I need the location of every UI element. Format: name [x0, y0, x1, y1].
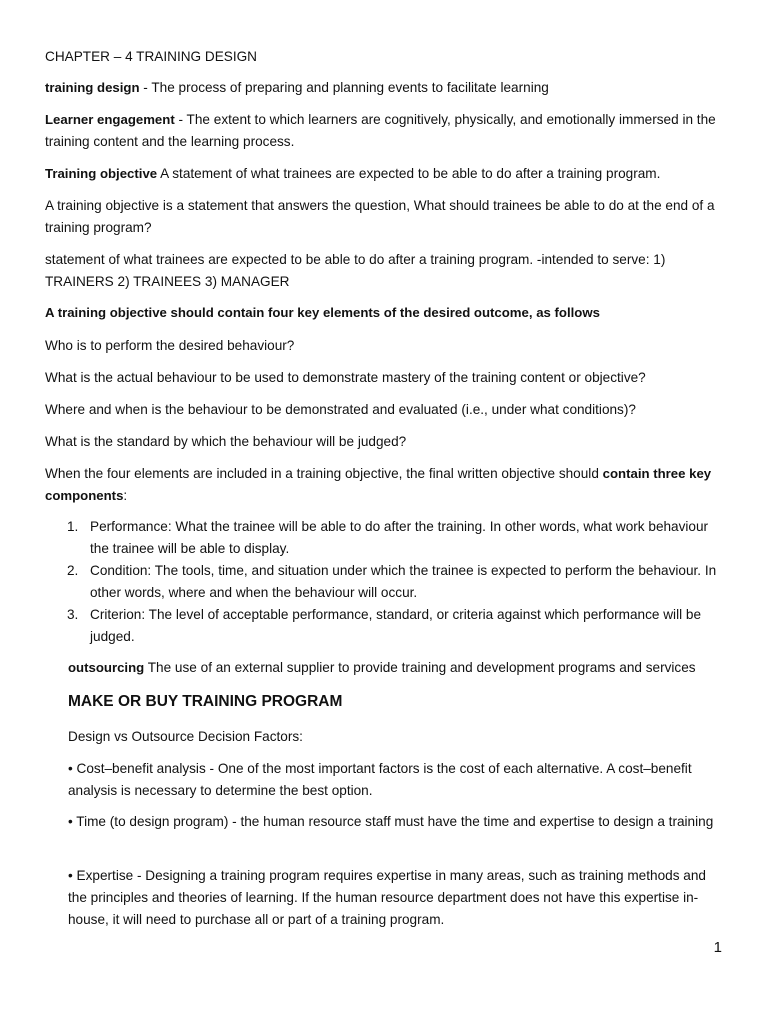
- training-objective-definition: [45, 163, 727, 185]
- list-number: 2.: [67, 563, 79, 578]
- factor-item: • Time (to design program) - the human resource staff must have the time and expertise to design a training: [68, 814, 714, 829]
- intended-to-serve-paragraph: statement of what trainees are expected to be able to do after a training program. -intended to serve: 1) TRAINERS 2) TRAINEES 3) MANAGER: [45, 252, 666, 289]
- question-item: Who is to perform the desired behaviour?: [45, 338, 295, 353]
- components-intro: [45, 463, 727, 507]
- objective-question-paragraph: A training objective is a statement that answers the question, What should trainees be able to do at the end of a training program?: [45, 198, 715, 235]
- question-item: What is the actual behaviour to be used to demonstrate mastery of the training content or objective?: [45, 370, 646, 385]
- definition-outsourcing: The use of an external supplier to provide training and development programs and services: [144, 660, 696, 675]
- page-number: 1: [713, 939, 722, 956]
- question-item: What is the standard by which the behaviour will be judged?: [45, 434, 407, 449]
- decision-factors-label: Design vs Outsource Decision Factors:: [68, 729, 303, 744]
- training-design-definition: [45, 77, 727, 99]
- components-list: [45, 516, 727, 648]
- chapter-title: CHAPTER – 4 TRAINING DESIGN: [45, 49, 258, 64]
- definition-training-objective: A statement of what trainees are expected to be able to do after a training program.: [157, 166, 661, 181]
- list-item: [45, 604, 727, 648]
- outsourcing-definition: [68, 657, 727, 679]
- term-training-design: training design: [45, 80, 140, 95]
- list-item-text: Criterion: The level of acceptable performance, standard, or criteria against which performance will be judged.: [90, 607, 702, 644]
- definition-learner-engagement: - The extent to which learners are cognitively, physically, and emotionally immersed in the training content and the learning process.: [45, 112, 716, 149]
- term-training-objective: Training objective: [45, 166, 158, 181]
- list-item-text: Performance: What the trainee will be able to do after the training. In other words, what work behaviour the trainee will be able to display.: [90, 519, 709, 556]
- term-outsourcing: outsourcing: [68, 660, 145, 675]
- list-item-text: Condition: The tools, time, and situation under which the trainee is expected to perform the behaviour. In other words, where and when the behaviour will occur.: [90, 563, 717, 600]
- components-intro-bold: contain three key components: [45, 466, 712, 503]
- learner-engagement-definition: [45, 109, 727, 153]
- factor-item: • Cost–benefit analysis - One of the most important factors is the cost of each alternative. A cost–benefit analysis is necessary to determine the best option.: [68, 761, 692, 798]
- question-item: Where and when is the behaviour to be demonstrated and evaluated (i.e., under what conditions)?: [45, 402, 636, 417]
- make-or-buy-heading: MAKE OR BUY TRAINING PROGRAM: [68, 693, 343, 710]
- four-elements-heading: A training objective should contain four key elements of the desired outcome, as follows: [45, 305, 600, 320]
- components-intro-text: When the four elements are included in a training objective, the final written objective should: [45, 466, 603, 481]
- list-number: 3.: [67, 607, 79, 622]
- list-item: [45, 516, 727, 560]
- factor-item: • Expertise - Designing a training program requires expertise in many areas, such as training methods and the principles and theories of learning. If the human resource department does not have this expertise in-house, it will need to purchase all or part of a training program.: [68, 868, 706, 927]
- components-intro-tail: :: [123, 488, 128, 503]
- list-item: [45, 560, 727, 604]
- list-number: 1.: [67, 519, 79, 534]
- definition-training-design: - The process of preparing and planning events to facilitate learning: [139, 80, 549, 95]
- term-learner-engagement: Learner engagement: [45, 112, 175, 127]
